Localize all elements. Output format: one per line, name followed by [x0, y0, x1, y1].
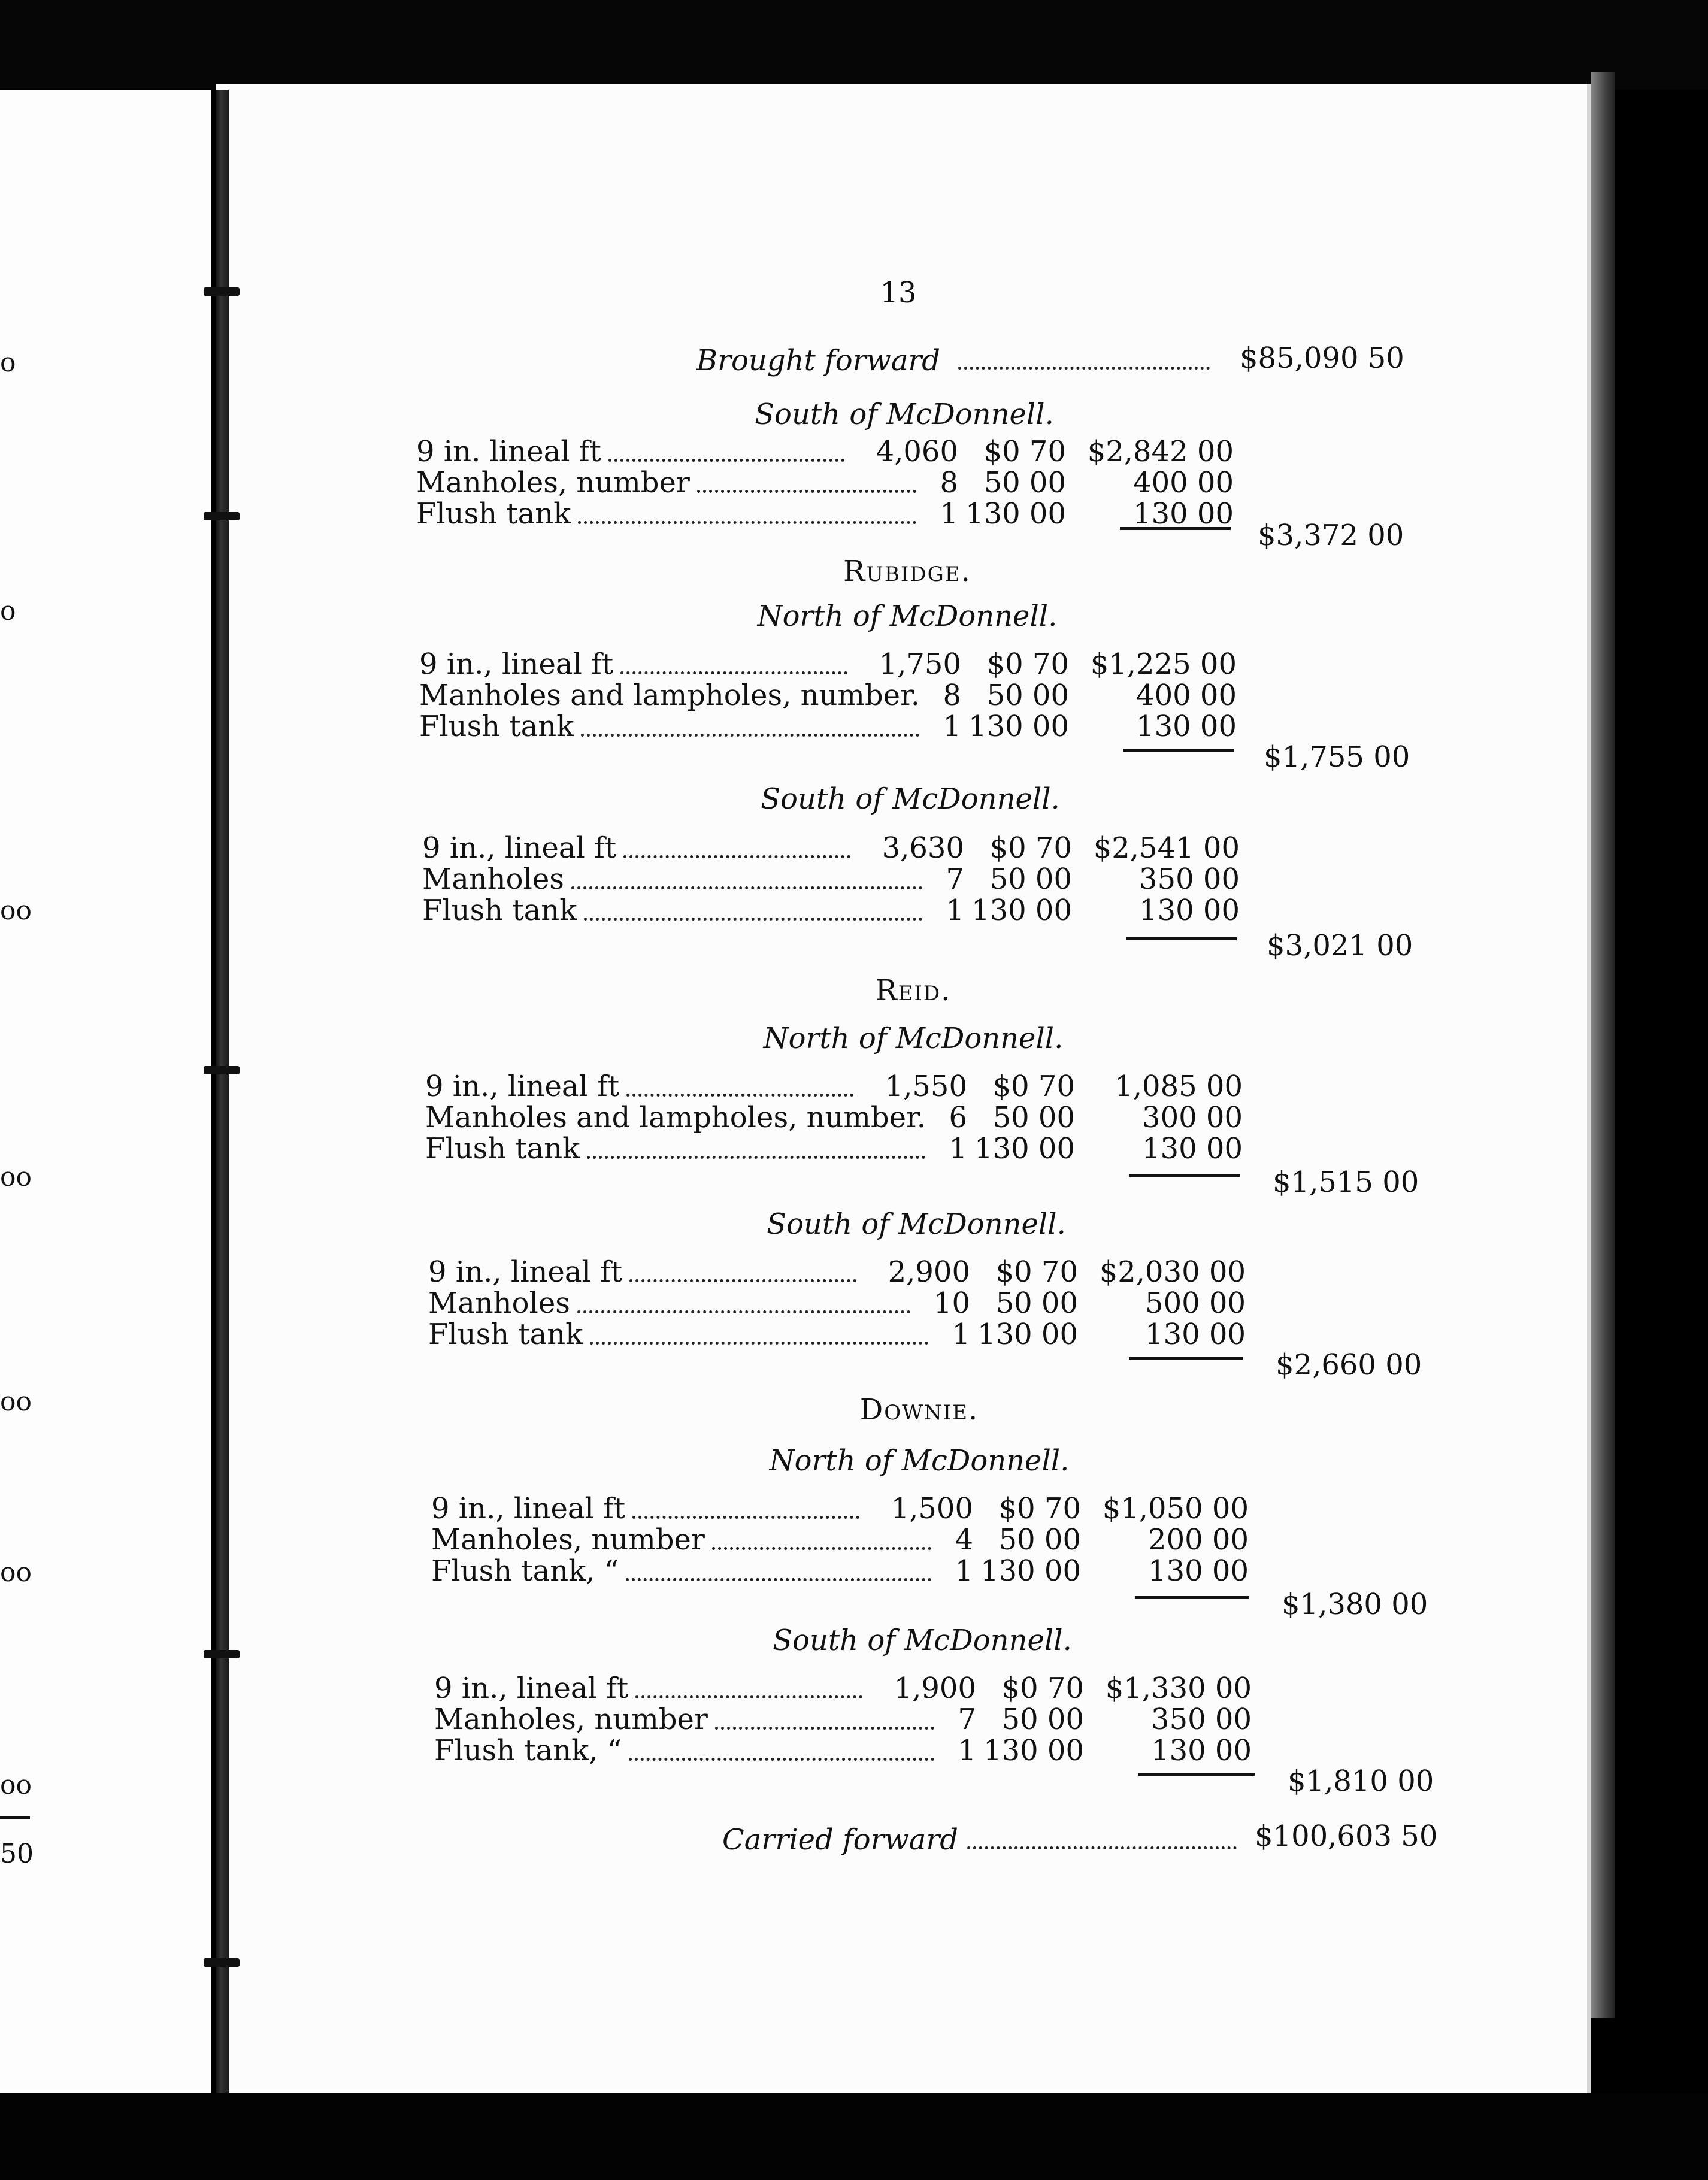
row-rate: $0 70 [995, 1255, 1078, 1289]
sum-rule [1123, 749, 1234, 752]
left-margin-number: o [0, 596, 16, 626]
sum-rule [1126, 937, 1237, 940]
leader-dots [571, 886, 922, 889]
row-amount: 130 00 [1136, 710, 1237, 743]
row-rate: 50 00 [998, 1523, 1081, 1557]
row-rate: 130 00 [980, 1554, 1081, 1588]
binding-stitch [204, 1066, 240, 1074]
leader-dots [608, 459, 844, 462]
row-description: Manholes, number [434, 1703, 708, 1736]
leader-dots [632, 1516, 859, 1519]
section-subheading: North of McDonnell. [763, 1022, 1064, 1055]
street-heading: Rubidge. [843, 555, 971, 588]
leader-dots [584, 918, 922, 921]
row-rate: 50 00 [983, 466, 1066, 499]
left-margin-number: o [0, 347, 16, 378]
row-description: Flush tank [422, 894, 577, 927]
leader-dots [578, 521, 916, 524]
row-amount: 130 00 [1139, 894, 1240, 927]
row-quantity: 8 [940, 466, 958, 499]
row-quantity: 1 [949, 1132, 967, 1165]
row-description: Manholes and lampholes, number. [425, 1101, 926, 1134]
leader-dots [712, 1547, 931, 1550]
row-rate: 130 00 [977, 1318, 1078, 1351]
street-heading: Downie. [859, 1393, 979, 1427]
row-amount: 130 00 [1148, 1554, 1249, 1588]
sum-rule [1135, 1596, 1249, 1599]
row-amount: 130 00 [1151, 1734, 1252, 1767]
row-quantity: 1,550 [885, 1070, 967, 1103]
row-amount: 200 00 [1148, 1523, 1249, 1557]
row-description: 9 in., lineal ft [428, 1255, 623, 1289]
row-amount: $2,842 00 [1087, 435, 1234, 468]
row-description: Manholes and lampholes, number. [419, 679, 920, 712]
section-subheading: South of McDonnell. [761, 782, 1060, 816]
row-description: 9 in. lineal ft [416, 435, 601, 468]
row-amount: $1,050 00 [1102, 1492, 1249, 1525]
row-quantity: 1 [940, 497, 958, 531]
row-rate: 130 00 [974, 1132, 1075, 1165]
leader-dots [635, 1695, 862, 1698]
row-quantity: 1,500 [891, 1492, 973, 1525]
section-subheading: North of McDonnell. [757, 600, 1058, 633]
row-quantity: 1,900 [894, 1672, 976, 1705]
row-quantity: 4,060 [876, 435, 958, 468]
sum-rule [1129, 1357, 1243, 1360]
leader-dots [958, 367, 1210, 370]
binding-stitch [204, 1650, 240, 1658]
leader-dots [629, 1279, 856, 1282]
row-rate: 130 00 [971, 894, 1072, 927]
row-rate: 50 00 [989, 862, 1072, 896]
left-margin-number: oo [0, 895, 32, 926]
page-number: 13 [880, 276, 917, 310]
leader-dots [623, 855, 850, 858]
row-quantity: 3,630 [882, 831, 964, 865]
row-rate: $0 70 [986, 647, 1069, 681]
row-amount: $2,030 00 [1099, 1255, 1246, 1289]
row-amount: 350 00 [1151, 1703, 1252, 1736]
leader-dots [581, 734, 919, 737]
scan-top-border [0, 0, 1708, 90]
binding-stitch [204, 1958, 240, 1967]
left-page [0, 90, 211, 2093]
sum-rule [1129, 1174, 1240, 1177]
page-edge [1591, 72, 1615, 2018]
left-margin-number: oo [0, 1386, 32, 1417]
leader-dots [626, 1094, 853, 1097]
street-heading: Reid. [875, 974, 952, 1007]
row-rate: 50 00 [992, 1101, 1075, 1134]
binding-stitch [204, 512, 240, 520]
row-rate: 130 00 [968, 710, 1069, 743]
brought-forward-label: Brought forward [696, 344, 940, 377]
row-rate: $0 70 [989, 831, 1072, 865]
row-description: 9 in., lineal ft [431, 1492, 626, 1525]
row-description: Flush tank, “ [434, 1734, 622, 1767]
row-amount: 130 00 [1145, 1318, 1246, 1351]
row-quantity: 6 [949, 1101, 967, 1134]
leader-dots [577, 1310, 910, 1313]
row-description: 9 in., lineal ft [434, 1672, 629, 1705]
leader-dots [967, 1846, 1237, 1849]
section-subheading: South of McDonnell. [755, 398, 1054, 431]
row-amount: $1,225 00 [1090, 647, 1237, 681]
leader-dots [626, 1578, 931, 1581]
row-amount: 1,085 00 [1115, 1070, 1243, 1103]
row-quantity: 4 [955, 1523, 973, 1557]
section-total: $1,515 00 [1273, 1165, 1419, 1199]
row-quantity: 1,750 [879, 647, 961, 681]
leader-dots [715, 1727, 934, 1730]
binding-stitch [204, 287, 240, 296]
row-quantity: 1 [955, 1554, 973, 1588]
row-quantity: 2,900 [888, 1255, 970, 1289]
section-total: $1,755 00 [1264, 740, 1410, 774]
row-description: 9 in., lineal ft [422, 831, 617, 865]
section-total: $2,660 00 [1276, 1348, 1422, 1382]
row-quantity: 7 [946, 862, 964, 896]
section-total: $1,810 00 [1288, 1764, 1434, 1798]
row-amount: 500 00 [1145, 1286, 1246, 1320]
row-description: 9 in., lineal ft [425, 1070, 620, 1103]
section-subheading: South of McDonnell. [767, 1207, 1066, 1241]
row-description: Flush tank [419, 710, 574, 743]
row-quantity: 1 [943, 710, 961, 743]
row-description: Manholes, number [431, 1523, 705, 1557]
row-description: Manholes [428, 1286, 570, 1320]
row-amount: $1,330 00 [1105, 1672, 1252, 1705]
row-quantity: 1 [958, 1734, 976, 1767]
row-amount: 350 00 [1139, 862, 1240, 896]
brought-forward-amount: $85,090 50 [1240, 341, 1404, 375]
row-description: Flush tank [425, 1132, 580, 1165]
row-description: Flush tank, “ [431, 1554, 619, 1588]
row-quantity: 7 [958, 1703, 976, 1736]
row-amount: 130 00 [1133, 497, 1234, 531]
row-description: Manholes, number [416, 466, 690, 499]
left-margin-number: oo [0, 1162, 32, 1192]
sum-rule [1138, 1773, 1255, 1776]
row-description: Manholes [422, 862, 564, 896]
row-description: Flush tank [416, 497, 571, 531]
row-rate: $0 70 [992, 1070, 1075, 1103]
scan-bottom-border [0, 2093, 1708, 2180]
row-rate: $0 70 [983, 435, 1066, 468]
leader-dots [629, 1758, 934, 1761]
carried-forward-label: Carried forward [722, 1823, 958, 1857]
row-amount: 400 00 [1133, 466, 1234, 499]
section-subheading: South of McDonnell. [773, 1624, 1072, 1657]
section-total: $3,372 00 [1258, 519, 1404, 552]
sum-rule [1120, 527, 1231, 530]
section-total: $1,380 00 [1282, 1588, 1428, 1621]
row-quantity: 10 [933, 1286, 970, 1320]
row-rate: 50 00 [986, 679, 1069, 712]
row-amount: 130 00 [1142, 1132, 1243, 1165]
left-margin-rule [0, 1816, 30, 1819]
row-rate: $0 70 [1001, 1672, 1084, 1705]
leader-dots [697, 490, 916, 493]
row-quantity: 1 [952, 1318, 970, 1351]
carried-forward-amount: $100,603 50 [1255, 1819, 1438, 1853]
leader-dots [590, 1342, 928, 1345]
section-subheading: North of McDonnell. [769, 1444, 1070, 1477]
row-description: Flush tank [428, 1318, 583, 1351]
row-rate: 50 00 [995, 1286, 1078, 1320]
book-binding [216, 90, 229, 2102]
row-rate: 50 00 [1001, 1703, 1084, 1736]
row-description: 9 in., lineal ft [419, 647, 614, 681]
row-amount: $2,541 00 [1093, 831, 1240, 865]
row-rate: 130 00 [983, 1734, 1084, 1767]
leader-dots [620, 671, 847, 674]
row-rate: 130 00 [965, 497, 1066, 531]
leader-dots [587, 1156, 925, 1159]
left-margin-number: oo [0, 1770, 32, 1800]
row-amount: 300 00 [1142, 1101, 1243, 1134]
left-margin-number: 50 [0, 1839, 34, 1869]
left-margin-number: oo [0, 1557, 32, 1588]
row-quantity: 1 [946, 894, 964, 927]
section-total: $3,021 00 [1267, 929, 1413, 962]
row-amount: 400 00 [1136, 679, 1237, 712]
row-quantity: 8 [943, 679, 961, 712]
row-rate: $0 70 [998, 1492, 1081, 1525]
